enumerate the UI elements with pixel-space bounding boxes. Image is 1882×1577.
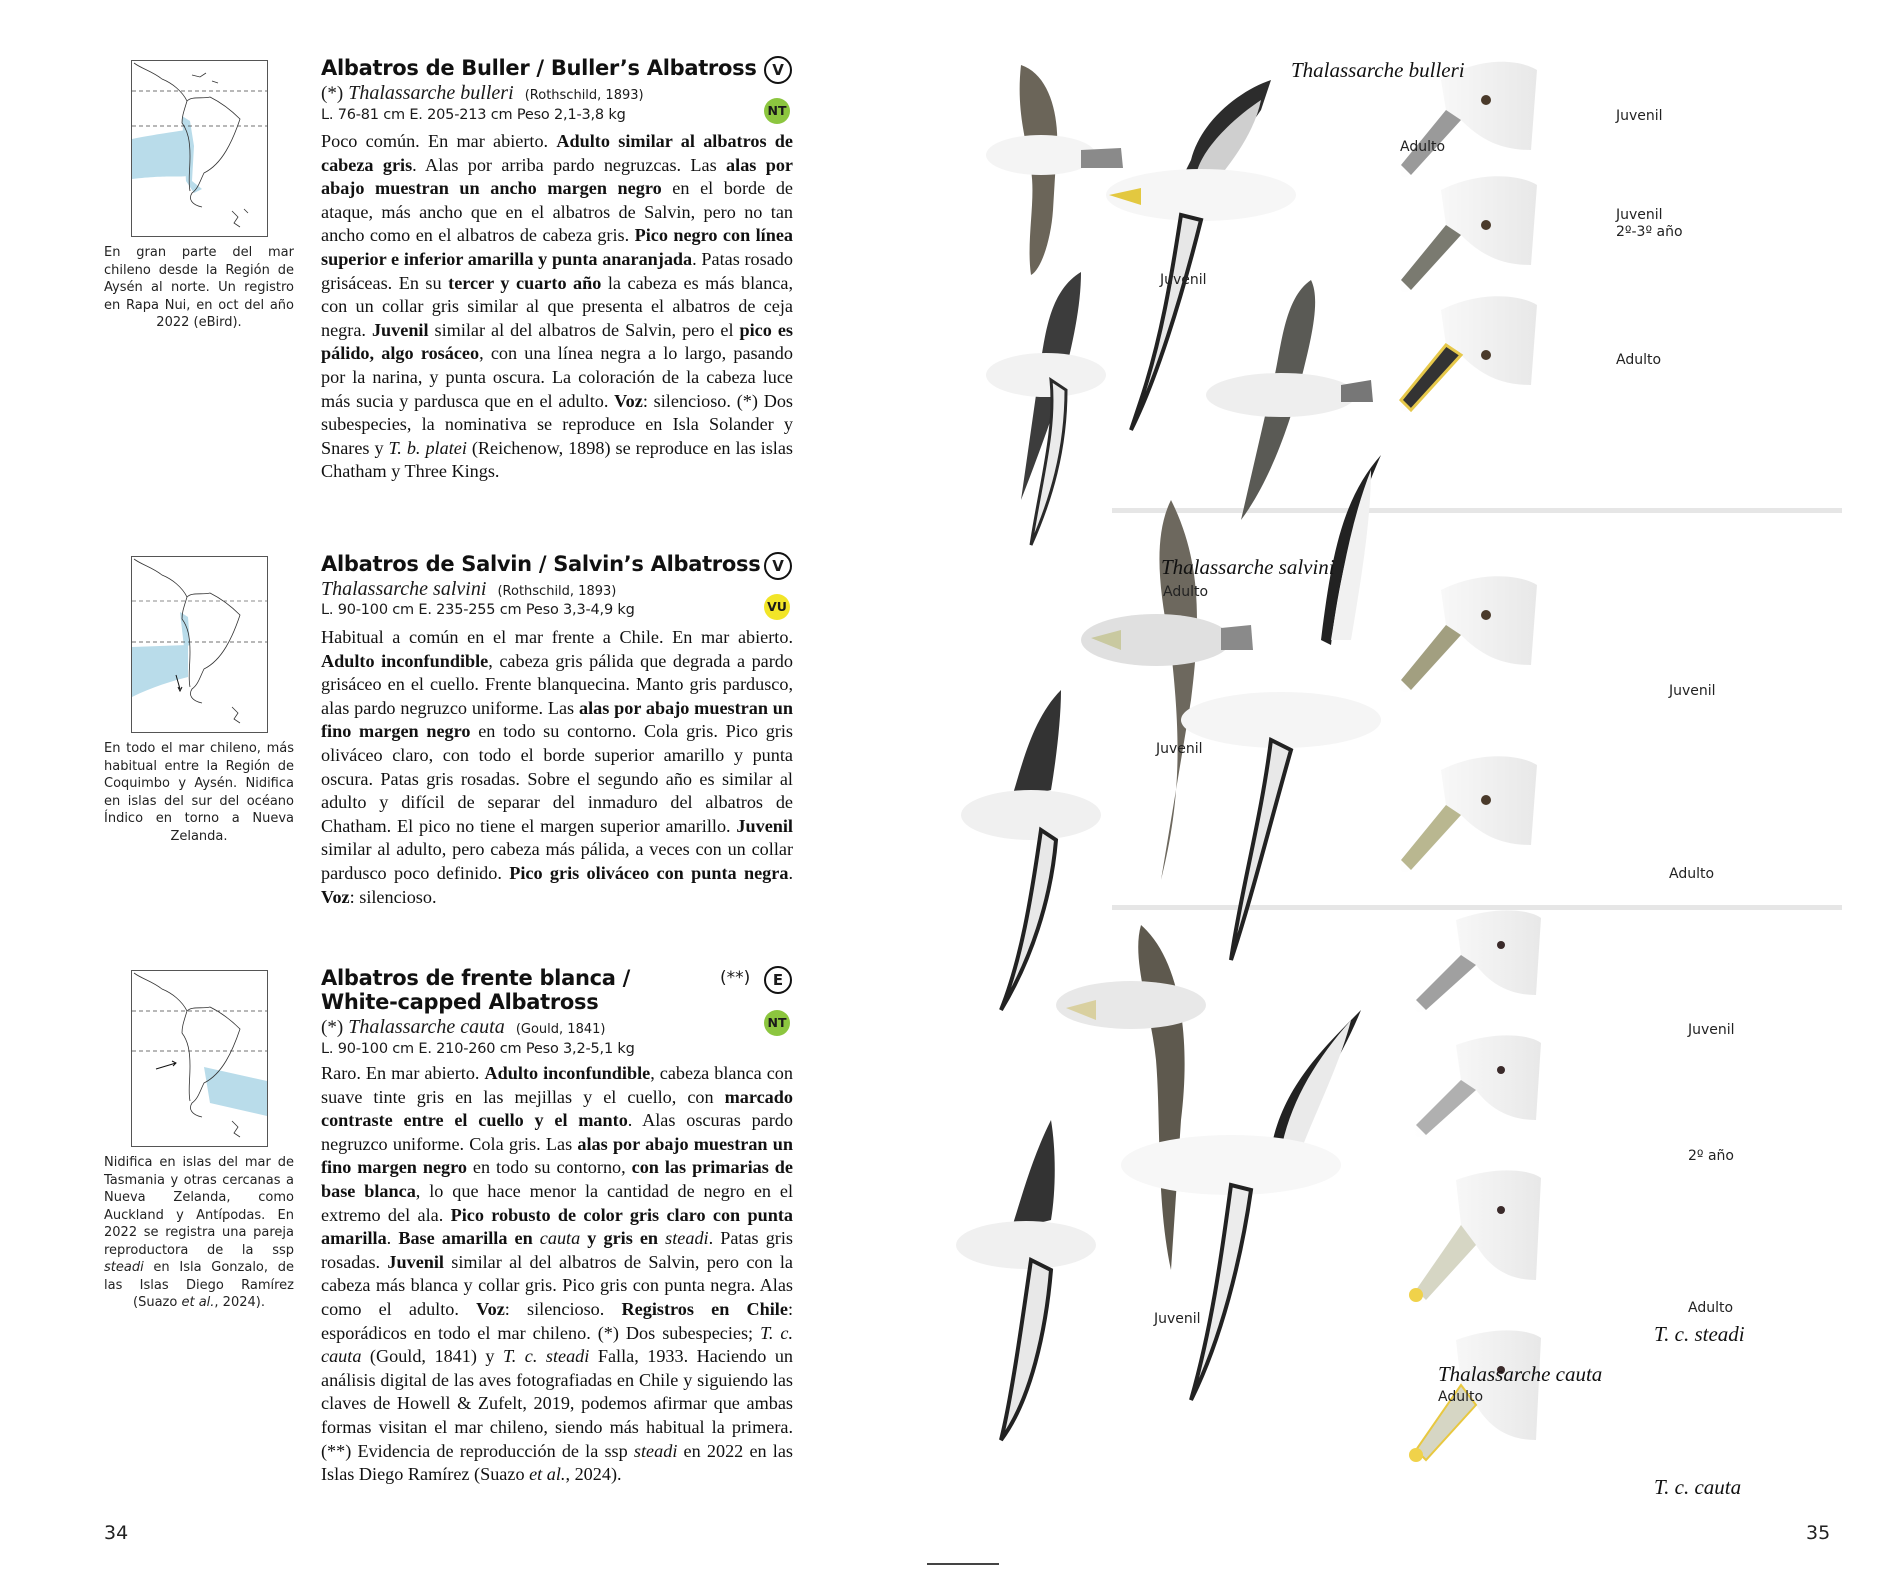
text-run: et al.: [529, 1464, 566, 1485]
measurements: L. 76-81 cm E. 205-213 cm Peso 2,1-3,8 kg: [321, 107, 626, 123]
plate-label: Adulto: [1163, 584, 1209, 600]
bird-bulleri-juvenile-upperside: [986, 65, 1123, 275]
scientific-name-line: [321, 1016, 796, 1039]
text-run: similar al adulto, pero cabeza más pálida, a veces con un collar pardusco poco definido.: [321, 839, 793, 883]
text-run: Pico gris oliváceo con punta negra: [509, 862, 789, 883]
text-run: T. c. cauta: [321, 1322, 794, 1367]
bird-bulleri-juvenile-23yr-upperside: [1206, 280, 1373, 520]
bird-cauta-adult-upperside: [1056, 925, 1206, 1270]
plate-label: 2º-3º año: [1616, 224, 1683, 240]
text-run: .: [788, 862, 793, 883]
plate-label: Adulto: [1438, 1389, 1484, 1405]
plate-label: Juvenil: [1669, 683, 1716, 699]
text-run: , cabeza blanca con suave tinte gris en las mejillas y el cuello, con: [321, 1063, 793, 1107]
head-cauta-juvenile: [1414, 910, 1541, 1012]
text-run: Adulto inconfundible: [321, 650, 489, 671]
scientific-name: Thalassarche cauta: [348, 1016, 505, 1038]
range-map-svg: [132, 61, 267, 236]
text-run: en el borde de ataque, más ancho que en el albatros de Salvin, pero no tan ancho como en el albatros de cabeza gris.: [321, 178, 793, 246]
head-cauta-2yr: [1414, 1035, 1541, 1137]
text-run: tercer y cuarto año: [448, 272, 602, 293]
plate-label: Adulto: [1688, 1300, 1734, 1316]
text-run: , 2024).: [214, 1295, 265, 1310]
species-description: [321, 1062, 793, 1487]
text-run: : silencioso.: [504, 1298, 622, 1319]
plate-label: Adulto: [1400, 139, 1446, 155]
text-run: alas por abajo muestran un ancho margen negro: [321, 154, 793, 199]
scientific-name: Thalassarche bulleri: [348, 82, 514, 104]
authority: (Gould, 1841): [515, 1022, 606, 1037]
head-salvini-juvenile: [1399, 576, 1537, 692]
plate-label: Adulto: [1669, 866, 1715, 882]
text-run: marcado contraste entre el cuello y el manto: [321, 1086, 793, 1131]
bird-salvini-juvenile-underside: [961, 690, 1101, 1010]
text-run: alas por abajo muestran un fino margen negro: [321, 1133, 793, 1178]
text-run: , con una línea negra a lo largo, pasando por la narina, y punta oscura. La coloración de la cabeza luce más sucia y pardusca que en el adulto.: [321, 343, 793, 411]
text-run: : esporádicos en todo el mar chileno. (*) Dos subespecies;: [321, 1298, 793, 1343]
text-run: Juvenil: [387, 1251, 444, 1272]
species-header: [321, 56, 796, 125]
text-run: Base amarilla en: [398, 1228, 540, 1249]
status-badge-visitor: V: [764, 56, 792, 84]
plate-subspecies-cauta: T. c. cauta: [1654, 1475, 1742, 1499]
text-run: , 2024).: [565, 1464, 622, 1485]
species-title: Albatros de Salvin / Salvin’s Albatross: [321, 552, 761, 576]
text-run: (Reichenow, 1898) se reproduce en las islas Chatham y Three Kings.: [321, 437, 793, 482]
text-run: en Isla Gonzalo, de las Islas Diego Ramírez (Suazo: [104, 1260, 294, 1310]
text-run: Adulto inconfundible: [484, 1063, 651, 1083]
range-map-salvini: [131, 556, 268, 733]
plate-subspecies-steadi: T. c. steadi: [1654, 1322, 1745, 1346]
range-map-svg: [132, 557, 267, 732]
range-map-cauta: [131, 970, 268, 1147]
head-cauta-steadi-adult: [1409, 1170, 1541, 1302]
text-run: la cabeza es más blanca, con un collar gris similar al que presenta el albatros de ceja negra.: [321, 272, 793, 340]
text-run: Registros en Chile: [621, 1298, 788, 1319]
plate-label: Juvenil: [1616, 207, 1663, 223]
page-number-left: 34: [104, 1522, 129, 1544]
text-run: T. c. steadi: [502, 1346, 590, 1367]
text-run: , cabeza gris pálida que degrada a pardo grisáceo en el cuello. Frente blanquecina. Manto gris pardusco, alas pardo negruzco uniforme. Las: [321, 650, 793, 718]
text-run: et al.: [181, 1295, 215, 1310]
authority: (Rothschild, 1893): [497, 584, 617, 599]
plate-label: Juvenil: [1156, 741, 1203, 757]
species-title: Albatros de Buller / Buller’s Albatross: [321, 56, 757, 80]
measurements: L. 90-100 cm E. 235-255 cm Peso 3,3-4,9 kg: [321, 602, 635, 618]
iucn-badge: NT: [764, 1010, 790, 1036]
text-run: . Alas oscuras pardo negruzco uniforme. Cola gris. Las: [321, 1110, 793, 1154]
text-run: Nidifica en islas del mar de Tasmania y otras cercanas a Nueva Zelanda, como Auckland y Antípodas. En 2022 se registra una pareja reproductora de la ssp: [104, 1155, 294, 1258]
text-run: y gris en: [580, 1228, 666, 1249]
text-run: : silencioso.: [349, 886, 437, 907]
plate-species-name-salvini: Thalassarche salvini: [1161, 555, 1335, 579]
map-caption: En todo el mar chileno, más habitual entre la Región de Coquimbo y Aysén. Nidifica en islas del sur del océano Índico en torno a Nueva Zelanda.: [104, 741, 294, 844]
species-description: [321, 130, 793, 484]
text-run: Poco común. En mar abierto.: [321, 131, 557, 151]
text-run: en 2022 en las Islas Diego Ramírez (Suazo: [321, 1440, 793, 1485]
head-salvini-adult: [1399, 756, 1537, 872]
species-title-line-1: Albatros de frente blanca /: [321, 966, 631, 990]
scientific-name-line: [321, 82, 796, 105]
measurements: L. 90-100 cm E. 210-260 cm Peso 3,2-5,1 kg: [321, 1041, 635, 1057]
text-run: (Gould, 1841) y: [361, 1346, 503, 1367]
text-run: pico es pálido, algo rosáceo: [321, 319, 793, 364]
text-run: .: [386, 1228, 399, 1249]
status-badge-breeder: E: [764, 966, 792, 994]
scientific-name-line: [321, 578, 796, 600]
text-run: con las primarias de base blanca: [321, 1157, 793, 1201]
text-run: cauta: [539, 1228, 581, 1249]
text-run: Pico negro con línea superior e inferior amarilla y punta anaranjada: [321, 225, 793, 269]
head-bulleri-adult: [1399, 296, 1537, 412]
text-run: alas por abajo muestran un fino margen negro: [321, 697, 793, 742]
text-run: similar al del albatros de Salvin, pero con la cabeza más blanca y collar gris. Pico gris con punta negra. Alas como el adulto.: [321, 1251, 793, 1319]
status-badge-visitor: V: [764, 552, 792, 580]
authority: (Rothschild, 1893): [524, 88, 644, 103]
text-run: Falla, 1933. Haciendo un análisis digital de las aves fotografiadas en Chile y siguiendo las claves de Howell & Zufelt, 2019, podemos afirmar que ambas formas visitan el mar chileno, siendo más habitual la primera. (**) Evidencia de reproducción de la ssp: [321, 1346, 794, 1461]
scientific-name: Thalassarche salvini: [321, 578, 487, 600]
page-number-right: 35: [1806, 1522, 1831, 1544]
subspecies-note-marker: (*): [321, 83, 344, 104]
text-run: steadi: [104, 1260, 144, 1275]
text-run: . Patas rosado grisáceas. En su: [321, 248, 793, 293]
map-caption: En gran parte del mar chileno desde la Región de Aysén al norte. Un registro en Rapa Nui, en oct del año 2022 (eBird).: [104, 245, 294, 330]
bird-salvini-adult-underside: [1181, 455, 1381, 960]
text-run: Juvenil: [371, 319, 429, 340]
iucn-badge: NT: [764, 98, 790, 124]
breeding-note-marker: (**): [720, 968, 751, 988]
plate-label: Juvenil: [1688, 1022, 1735, 1038]
text-run: steadi: [665, 1228, 709, 1249]
text-run: Habitual a común en el mar frente a Chile. En mar abierto.: [321, 627, 793, 647]
text-run: steadi: [633, 1440, 678, 1461]
page-right-plate: [941, 0, 1882, 1577]
plate-species-name-cauta: Thalassarche cauta: [1438, 1362, 1603, 1386]
plate-label: 2º año: [1688, 1148, 1734, 1164]
species-description: [321, 626, 793, 909]
text-run: en todo su contorno. Cola gris. Pico gris oliváceo claro, con todo el borde superior amarillo y punta oscura. Patas gris rosadas. Sobre el segundo año es similar al adulto y difícil de separar del inmaduro del albatros de Chatham. El pico no tiene el margen superior amarillo.: [321, 721, 793, 836]
text-run: Voz: [321, 886, 350, 907]
species-title-line-2: White-capped Albatross: [321, 990, 599, 1014]
text-run: T. b. platei: [388, 437, 467, 458]
map-caption: [104, 1154, 294, 1312]
text-run: Voz: [614, 390, 643, 411]
subspecies-note-marker: (*): [321, 1017, 344, 1038]
text-run: en todo su contorno,: [466, 1157, 632, 1178]
text-run: . Alas por arriba pardo negruzcas. Las: [412, 154, 727, 175]
plate-label: Juvenil: [1616, 108, 1663, 124]
text-run: Adulto similar al albatros de cabeza gris: [321, 131, 793, 175]
text-run: Juvenil: [736, 815, 793, 836]
plate-label: Juvenil: [1160, 272, 1207, 288]
bird-cauta-juvenile-underside: [956, 1120, 1096, 1440]
plate-species-name-bulleri: Thalassarche bulleri: [1291, 58, 1465, 82]
bird-bulleri-juvenile-underside: [986, 272, 1106, 545]
text-run: : silencioso. (*) Dos subespecies, la nominativa se reproduce en Isla Solander y Snares y: [321, 390, 793, 458]
iucn-badge: VU: [764, 594, 790, 620]
text-run: Voz: [476, 1298, 505, 1319]
plate-label: Adulto: [1616, 352, 1662, 368]
species-header: [321, 552, 796, 620]
head-bulleri-juvenile-23yr: [1399, 176, 1537, 292]
range-map-bulleri: [131, 60, 268, 237]
text-run: . Patas gris rosadas.: [321, 1228, 793, 1272]
plate-label: Juvenil: [1154, 1311, 1201, 1327]
text-run: similar al del albatros de Salvin, pero el: [428, 319, 740, 340]
text-run: Pico robusto de color gris claro con punta amarilla: [321, 1204, 793, 1249]
range-map-svg: [132, 971, 267, 1146]
text-run: Raro. En mar abierto.: [321, 1063, 485, 1083]
text-run: , lo que hace menor la cantidad de negro en el extremo del ala.: [321, 1180, 794, 1225]
